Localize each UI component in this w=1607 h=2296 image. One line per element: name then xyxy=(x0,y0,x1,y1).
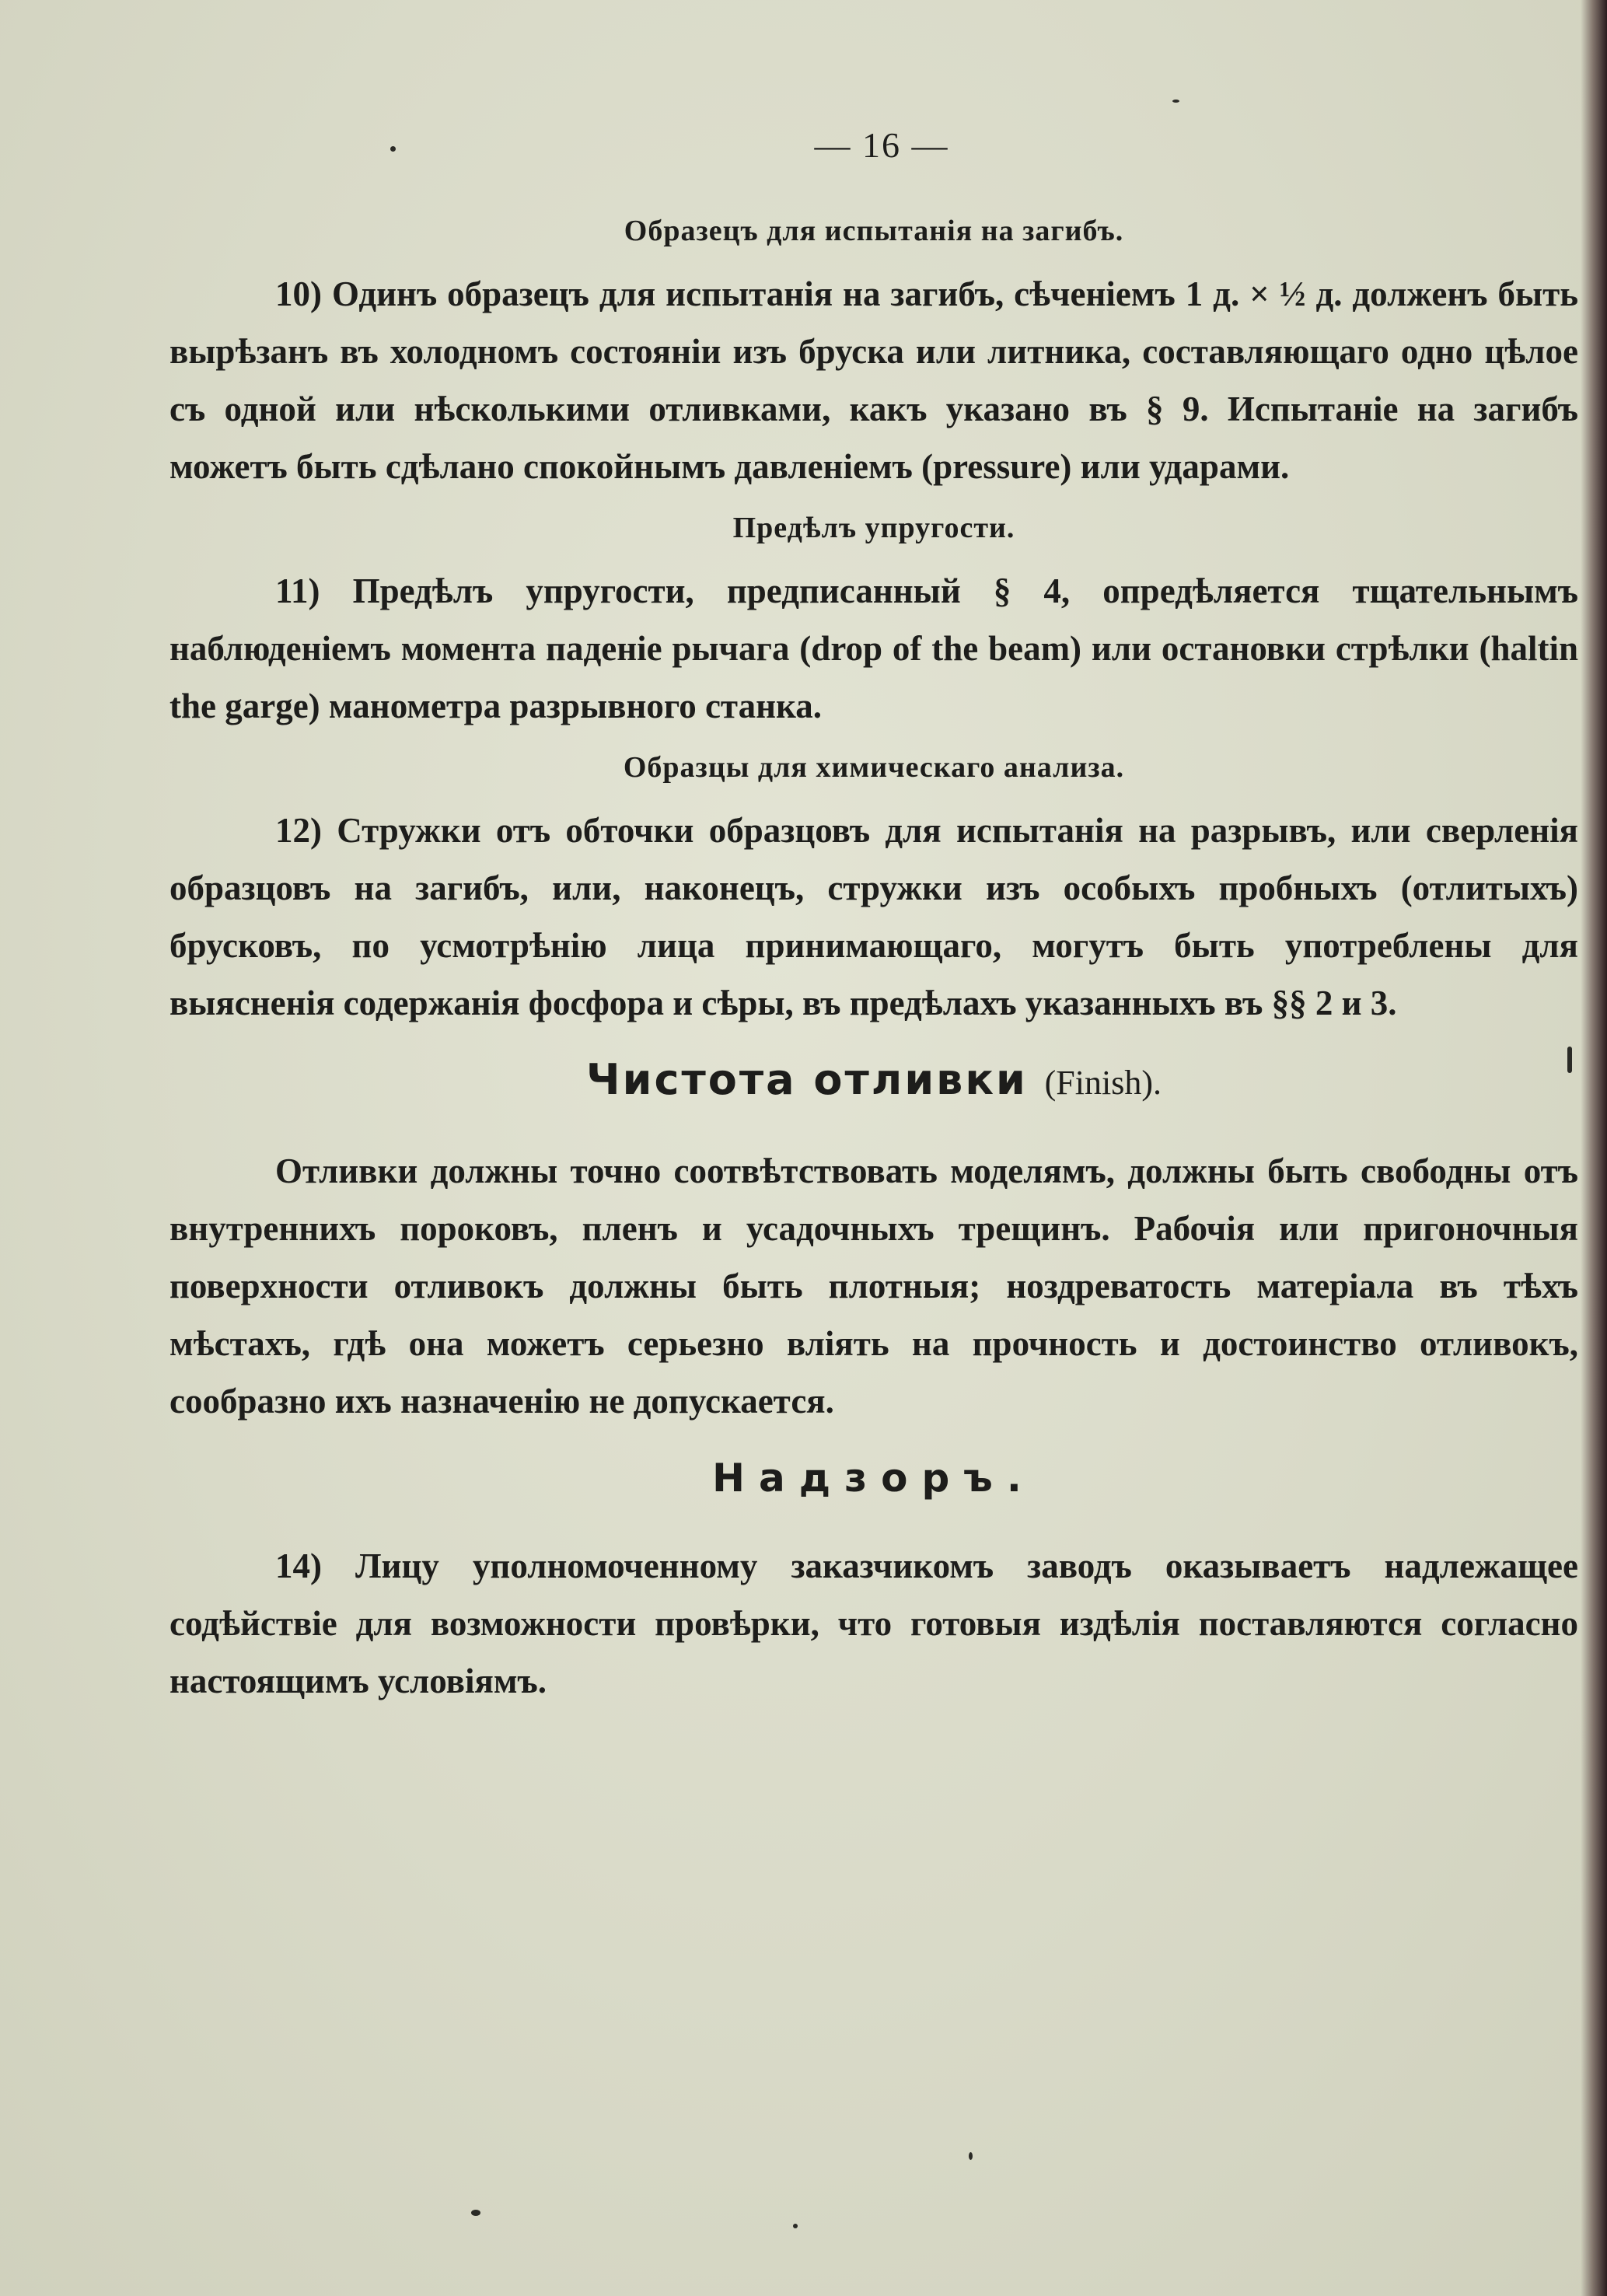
section-heading-bend-specimen: Образецъ для испытанія на загибъ. xyxy=(624,215,1124,247)
ink-speck xyxy=(793,2224,798,2228)
ink-speck xyxy=(969,2152,973,2160)
paragraph-10: 10) Одинъ образецъ для испытанія на загибъ, сѣченіемъ 1 д. × ½ д. долженъ быть вырѣзанъ въ холодномъ состояніи изъ бруска или литника, составляющаго одно цѣлое съ одной или нѣсколькими отливками, какъ указано въ § 9. Испытаніе на загибъ можетъ быть сдѣлано спокойнымъ давленіемъ (pressure) или ударами. xyxy=(169,274,1578,486)
paragraph-finish: Отливки должны точно соотвѣтствовать моделямъ, должны быть свободны отъ внутреннихъ пороковъ, пленъ и усадочныхъ трещинъ. Рабочія или пригоночныя поверхности отливокъ должны быть плотныя; ноздреватость матеріала въ тѣхъ мѣстахъ, гдѣ она можетъ серьезно вліять на прочность и достоинство отливокъ, сообразно ихъ назначенію не допускается. xyxy=(169,1151,1578,1421)
paragraph-12: 12) Стружки отъ обточки образцовъ для испытанія на разрывъ, или сверленія образцовъ на загибъ, или, наконецъ, стружки изъ особыхъ пробныхъ (отлитыхъ) брусковъ, по усмотрѣнію лица принимающаго, могутъ быть употреблены для выясненія содержанія фосфора и сѣры, въ предѣлахъ указанныхъ въ §§ 2 и 3. xyxy=(169,811,1578,1022)
finish-title-text: Чистота отливки xyxy=(585,1055,1028,1104)
page-content xyxy=(169,124,1578,1710)
section-heading-chemical-analysis: Образцы для химическаго анализа. xyxy=(623,751,1125,784)
finish-title-suffix: (Finish). xyxy=(1044,1064,1162,1102)
book-spine-shadow xyxy=(1581,0,1607,2296)
ink-speck xyxy=(471,2210,480,2216)
paragraph-14: 14) Лицу уполномоченному заказчикомъ заводъ оказываетъ надлежащее содѣйствіе для возможности провѣрки, что готовыя издѣлія поставляются согласно настоящимъ условіямъ. xyxy=(169,1546,1578,1700)
paragraph-11: 11) Предѣлъ упругости, предписанный § 4, опредѣляется тщательнымъ наблюденіемъ момента паденіе рычага (drop of the beam) или остановки стрѣлки (haltin the garge) манометра разрывного станка. xyxy=(169,571,1578,725)
section-heading-elastic-limit: Предѣлъ упругости. xyxy=(732,512,1015,544)
section-title-finish xyxy=(169,1052,1578,1111)
page-number: — 16 — xyxy=(814,125,949,165)
section-title-supervision: Надзоръ. xyxy=(712,1456,1036,1501)
ink-speck xyxy=(1172,100,1179,103)
